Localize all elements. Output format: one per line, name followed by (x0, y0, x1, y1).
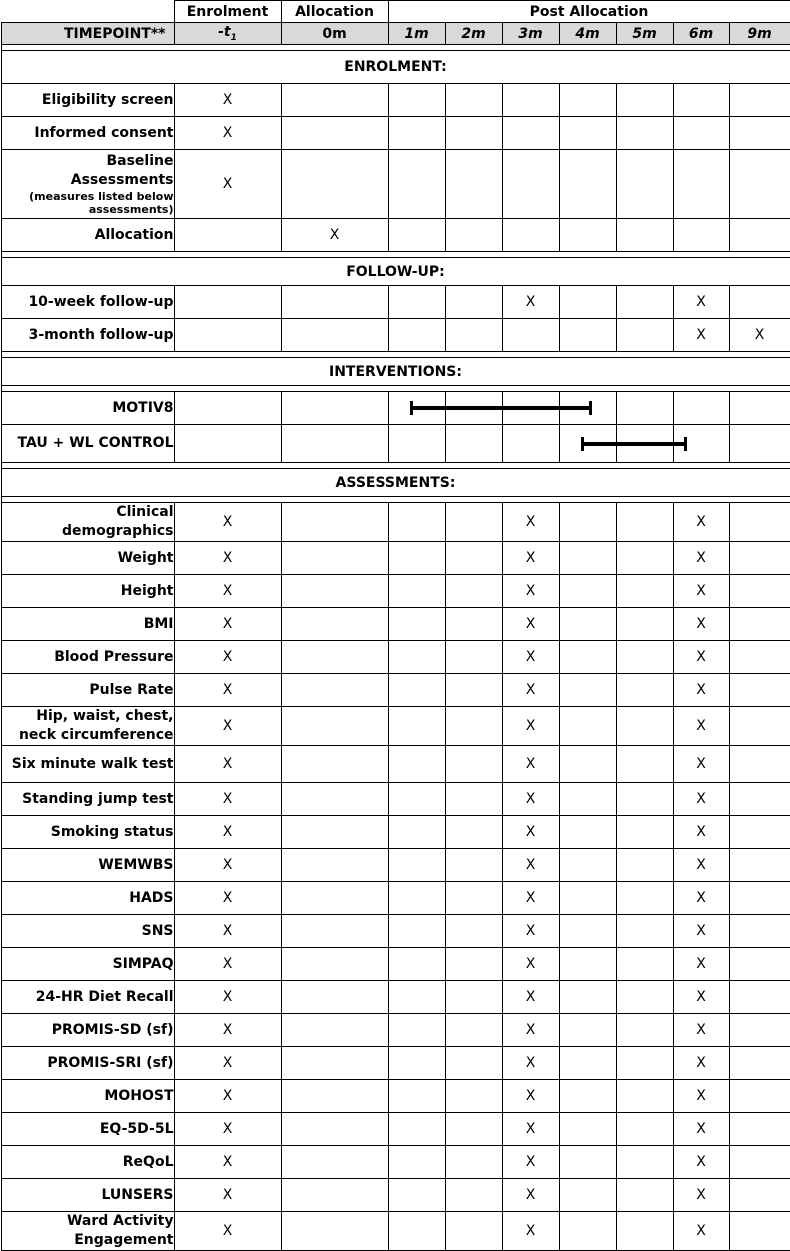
row-label: Six minute walk test (1, 746, 174, 783)
row-label: Blood Pressure (1, 641, 174, 674)
mark-x: X (174, 882, 281, 915)
row-label: Eligibility screen (1, 84, 174, 117)
assessment-row (1, 575, 790, 608)
mark-x: X (174, 707, 281, 746)
row-label: EQ-5D-5L (1, 1113, 174, 1146)
mark-x: X (174, 575, 281, 608)
mark-x: X (673, 1014, 729, 1047)
mark-x: X (502, 783, 559, 816)
row-label: Allocation (1, 219, 174, 252)
mark-x: X (174, 150, 281, 219)
intervention-bar (411, 406, 591, 410)
mark-x: X (673, 503, 729, 542)
timepoint-2m: 2m (445, 23, 502, 45)
row-label: LUNSERS (1, 1179, 174, 1212)
section-interventions (1, 358, 790, 386)
row-label: MOHOST (1, 1080, 174, 1113)
bar-start-cell (388, 392, 445, 425)
timepoint-0m: 0m (281, 23, 388, 45)
header-post-allocation: Post Allocation (388, 1, 790, 23)
timepoint-1m: 1m (388, 23, 445, 45)
mark-x: X (673, 981, 729, 1014)
mark-x: X (502, 1080, 559, 1113)
mark-x: X (673, 1113, 729, 1146)
section-title: ENROLMENT: (1, 51, 790, 84)
mark-x: X (673, 948, 729, 981)
assessment-row (1, 641, 790, 674)
header-allocation: Allocation (281, 1, 388, 23)
table-row (1, 219, 790, 252)
mark-x: X (502, 503, 559, 542)
mark-x: X (281, 219, 388, 252)
mark-x: X (502, 286, 559, 319)
mark-x: X (502, 575, 559, 608)
mark-x: X (673, 882, 729, 915)
row-label: Clinical demographics (1, 503, 174, 542)
mark-x: X (502, 608, 559, 641)
timepoint-4m: 4m (559, 23, 616, 45)
mark-x: X (174, 117, 281, 150)
mark-x: X (174, 84, 281, 117)
mark-x: X (673, 746, 729, 783)
row-label: Standing jump test (1, 783, 174, 816)
row-label: Smoking status (1, 816, 174, 849)
assessment-row (1, 1080, 790, 1113)
schedule-table (1, 0, 790, 1251)
mark-x: X (502, 1179, 559, 1212)
row-label: Baseline Assessments (measures listed below assessments) (1, 150, 174, 219)
mark-x: X (174, 503, 281, 542)
mark-x: X (174, 1014, 281, 1047)
intervention-bar (582, 442, 686, 446)
assessment-row (1, 849, 790, 882)
mark-x: X (502, 1212, 559, 1251)
mark-x: X (673, 542, 729, 575)
mark-x: X (174, 641, 281, 674)
assessment-row (1, 981, 790, 1014)
mark-x: X (502, 915, 559, 948)
assessment-row (1, 707, 790, 746)
mark-x: X (502, 816, 559, 849)
table-row (1, 117, 790, 150)
timepoint-5m: 5m (616, 23, 673, 45)
row-label: Height (1, 575, 174, 608)
mark-x: X (673, 1146, 729, 1179)
mark-x: X (673, 1212, 729, 1251)
mark-x: X (673, 1047, 729, 1080)
mark-x: X (502, 1146, 559, 1179)
mark-x: X (502, 1113, 559, 1146)
mark-x: X (673, 319, 729, 352)
timepoint-6m: 6m (673, 23, 729, 45)
assessment-row (1, 915, 790, 948)
row-label: 3-month follow-up (1, 319, 174, 352)
mark-x: X (174, 981, 281, 1014)
assessment-row (1, 1014, 790, 1047)
bar-start-cell (559, 425, 616, 463)
mark-x: X (174, 1179, 281, 1212)
row-note: (measures listed below assessments) (2, 190, 174, 216)
mark-x: X (174, 1080, 281, 1113)
row-label: SNS (1, 915, 174, 948)
assessment-row (1, 948, 790, 981)
timepoint-3m: 3m (502, 23, 559, 45)
mark-x: X (673, 674, 729, 707)
row-label: WEMWBS (1, 849, 174, 882)
header-enrolment: Enrolment (174, 1, 281, 23)
mark-x: X (174, 1113, 281, 1146)
mark-x: X (174, 1146, 281, 1179)
row-label: Ward Activity Engagement (1, 1212, 174, 1251)
header-blank (1, 1, 174, 23)
assessment-row (1, 1113, 790, 1146)
mark-x: X (673, 641, 729, 674)
row-label: PROMIS-SD (sf) (1, 1014, 174, 1047)
row-label: PROMIS-SRI (sf) (1, 1047, 174, 1080)
row-label: Weight (1, 542, 174, 575)
table-row (1, 319, 790, 352)
assessment-row (1, 608, 790, 641)
assessment-row (1, 816, 790, 849)
assessment-row (1, 674, 790, 707)
mark-x: X (673, 1179, 729, 1212)
mark-x: X (502, 981, 559, 1014)
row-label: Informed consent (1, 117, 174, 150)
mark-x: X (174, 948, 281, 981)
assessment-row (1, 1146, 790, 1179)
mark-x: X (673, 286, 729, 319)
assessment-row (1, 783, 790, 816)
mark-x: X (174, 1047, 281, 1080)
row-label: Hip, waist, chest, neck circumference (1, 707, 174, 746)
mark-x: X (673, 783, 729, 816)
mark-x: X (174, 816, 281, 849)
section-assessments (1, 469, 790, 497)
mark-x: X (729, 319, 790, 352)
mark-x: X (673, 1080, 729, 1113)
assessment-row (1, 503, 790, 542)
mark-x: X (502, 1047, 559, 1080)
intervention-row (1, 425, 790, 463)
section-title: INTERVENTIONS: (1, 358, 790, 386)
mark-x: X (673, 915, 729, 948)
header-row (1, 1, 790, 23)
mark-x: X (502, 849, 559, 882)
row-label: TAU + WL CONTROL (1, 425, 174, 463)
mark-x: X (502, 882, 559, 915)
mark-x: X (502, 674, 559, 707)
row-label: BMI (1, 608, 174, 641)
mark-x: X (174, 746, 281, 783)
assessment-row (1, 542, 790, 575)
mark-x: X (502, 542, 559, 575)
timepoint-label: TIMEPOINT** (1, 23, 174, 45)
row-label: HADS (1, 882, 174, 915)
assessment-row (1, 1179, 790, 1212)
table-row (1, 84, 790, 117)
row-label: 10-week follow-up (1, 286, 174, 319)
mark-x: X (502, 641, 559, 674)
mark-x: X (673, 608, 729, 641)
timepoint-9m: 9m (729, 23, 790, 45)
table-row (1, 150, 790, 219)
row-label: MOTIV8 (1, 392, 174, 425)
mark-x: X (673, 707, 729, 746)
mark-x: X (673, 575, 729, 608)
mark-x: X (502, 1014, 559, 1047)
intervention-row (1, 392, 790, 425)
mark-x: X (502, 707, 559, 746)
table-row (1, 286, 790, 319)
mark-x: X (174, 542, 281, 575)
assessment-row (1, 1047, 790, 1080)
section-title: FOLLOW-UP: (1, 258, 790, 286)
assessment-rows (1, 503, 790, 1251)
timepoint-row (1, 23, 790, 45)
mark-x: X (502, 746, 559, 783)
section-enrolment (1, 51, 790, 84)
mark-x: X (673, 816, 729, 849)
section-followup (1, 258, 790, 286)
mark-x: X (174, 783, 281, 816)
mark-x: X (174, 915, 281, 948)
assessment-row (1, 882, 790, 915)
mark-x: X (174, 674, 281, 707)
row-label: ReQoL (1, 1146, 174, 1179)
mark-x: X (174, 1212, 281, 1251)
assessment-row (1, 1212, 790, 1251)
row-label: SIMPAQ (1, 948, 174, 981)
mark-x: X (502, 948, 559, 981)
section-title: ASSESSMENTS: (1, 469, 790, 497)
mark-x: X (174, 849, 281, 882)
assessment-row (1, 746, 790, 783)
mark-x: X (673, 849, 729, 882)
row-label: 24-HR Diet Recall (1, 981, 174, 1014)
mark-x: X (174, 608, 281, 641)
row-label: Pulse Rate (1, 674, 174, 707)
timepoint-t1: $-t_1$ (174, 23, 281, 45)
